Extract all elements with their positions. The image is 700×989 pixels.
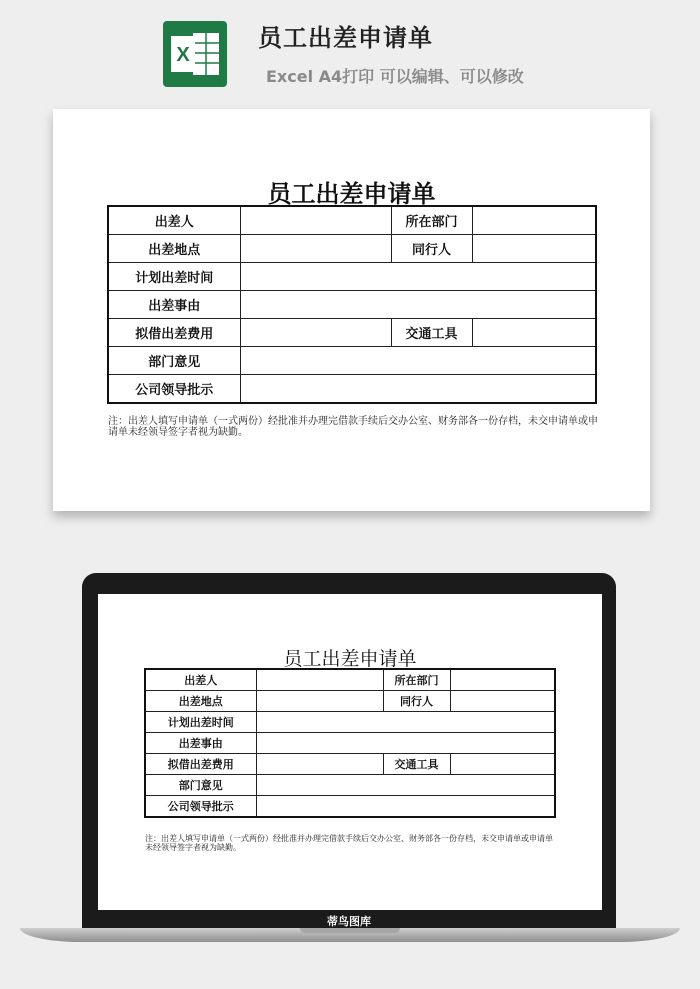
form-field[interactable] (240, 319, 391, 347)
form-field[interactable] (472, 235, 596, 263)
table-row (108, 319, 596, 347)
page-subtitle: Excel A4打印 可以编辑、可以修改 (266, 67, 524, 86)
form-label: 交通工具 (391, 319, 472, 347)
table-row (145, 733, 555, 754)
laptop-brand-label: 蒂鸟图库 (327, 915, 371, 928)
table-row (145, 796, 555, 818)
form-label: 公司领导批示 (108, 375, 240, 404)
table-row (108, 235, 596, 263)
form-title: 员工出差申请单 (267, 179, 436, 208)
form-field[interactable] (450, 754, 555, 775)
table-row (108, 291, 596, 319)
form-label: 计划出差时间 (108, 263, 240, 291)
excel-icon (163, 21, 227, 87)
form-label: 同行人 (391, 235, 472, 263)
form-field[interactable] (240, 347, 596, 375)
form-field[interactable] (256, 691, 383, 712)
form-label: 部门意见 (108, 347, 240, 375)
form-field[interactable] (240, 291, 596, 319)
form-label: 同行人 (383, 691, 450, 712)
page-title: 员工出差申请单 (258, 24, 433, 52)
form-label: 出差人 (145, 669, 256, 691)
table-row (145, 775, 555, 796)
table-row (145, 691, 555, 712)
form-field[interactable] (450, 691, 555, 712)
form-field[interactable] (256, 775, 555, 796)
table-row (108, 347, 596, 375)
form-field[interactable] (256, 669, 383, 691)
form-label: 部门意见 (145, 775, 256, 796)
form-field[interactable] (450, 669, 555, 691)
form-label: 公司领导批示 (145, 796, 256, 818)
paper-preview (53, 109, 650, 511)
form-label: 计划出差时间 (145, 712, 256, 733)
form-field[interactable] (256, 754, 383, 775)
form-title: 员工出差申请单 (283, 648, 417, 670)
form-label: 出差地点 (108, 235, 240, 263)
form-field[interactable] (256, 733, 555, 754)
table-row (145, 754, 555, 775)
form-label: 出差事由 (145, 733, 256, 754)
form-field[interactable] (472, 206, 596, 235)
laptop-screen (98, 594, 602, 910)
form-label: 出差地点 (145, 691, 256, 712)
form-label: 拟借出差费用 (145, 754, 256, 775)
table-row (108, 263, 596, 291)
table-row (145, 669, 555, 691)
application-form-table (107, 205, 597, 404)
table-row (145, 712, 555, 733)
form-label: 拟借出差费用 (108, 319, 240, 347)
form-field[interactable] (240, 263, 596, 291)
form-label: 交通工具 (383, 754, 450, 775)
form-field[interactable] (256, 796, 555, 818)
form-field[interactable] (240, 206, 391, 235)
table-row (108, 375, 596, 404)
form-note: 注：出差人填写申请单（一式两份）经批准并办理完借款手续后交办公室、财务部各一份存档，未交申请单或申请单未经领导签字者视为缺勤。 (145, 834, 553, 852)
form-label: 出差事由 (108, 291, 240, 319)
application-form-table (144, 668, 556, 818)
svg-text:X: X (176, 44, 190, 66)
form-field[interactable] (240, 375, 596, 404)
form-field[interactable] (256, 712, 555, 733)
laptop-notch (300, 928, 400, 933)
form-field[interactable] (472, 319, 596, 347)
form-label: 所在部门 (391, 206, 472, 235)
form-label: 出差人 (108, 206, 240, 235)
table-row (108, 206, 596, 235)
form-label: 所在部门 (383, 669, 450, 691)
form-field[interactable] (240, 235, 391, 263)
form-note: 注：出差人填写申请单（一式两份）经批准并办理完借款手续后交办公室、财务部各一份存档，未交申请单或申请单未经领导签字者视为缺勤。 (108, 416, 598, 438)
